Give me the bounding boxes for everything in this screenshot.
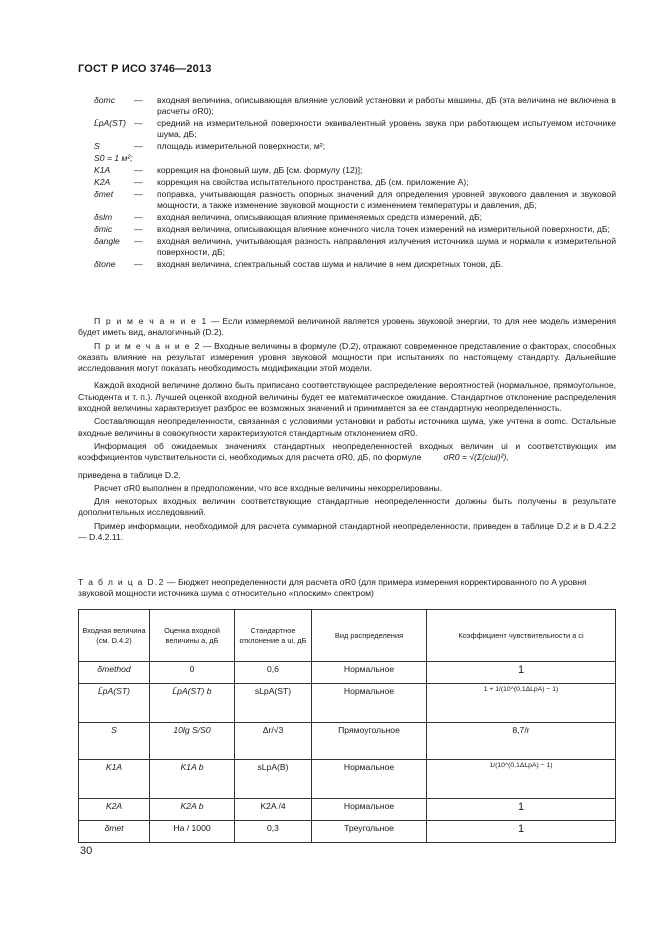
definition-dash: — — [134, 236, 143, 246]
table-cell: δmethod — [79, 662, 150, 684]
table-row — [79, 662, 616, 684]
table-cell: 0 — [150, 662, 235, 684]
table-cell: K2A — [79, 799, 150, 821]
table-cell: sLpA(B) — [235, 760, 312, 799]
definition-dash: — — [134, 141, 143, 151]
table-cell: Нормальное — [312, 684, 427, 723]
table-cell: Δr/√3 — [235, 723, 312, 760]
definition-dash: — — [134, 224, 143, 234]
definition-item — [94, 189, 616, 211]
definition-dash: — — [134, 259, 143, 269]
page-number: 30 — [80, 845, 93, 857]
table-cell: K2A /4 — [235, 799, 312, 821]
table-caption: Т а б л и ц а D.2 — Бюджет неопределенности для расчета σR0 (для примера измерения корректированного по A уровня звуковой мощности источника шума с относительно «плоским» спектром) — [78, 577, 587, 599]
definitions-list — [94, 95, 616, 271]
definition-symbol: K2A — [94, 177, 111, 187]
paragraph: Каждой входной величине должно быть приписано соответствующее распределение вероятностей (нормальное, прямоугольное, Стьюдента и т. п.). Лучшей оценкой входной величины будет ее математическое ожидание. Стандартное отклонение распределения входной величины характеризует разброс ее возможных значений и принимается за ее стандартную неопределенность. — [78, 380, 616, 414]
table-cell: K1A — [79, 760, 150, 799]
definition-text: коррекция на фоновый шум, дБ [см. формулу (12)]; — [157, 165, 363, 175]
definition-text: средний на измерительной поверхности эквивалентный уровень звука при работающем испытуемом источнике шума, дБ; — [157, 118, 616, 139]
paragraph: Расчет σR0 выполнен в предположении, что все входные величины некоррелированы. — [94, 482, 443, 493]
definition-item — [94, 212, 616, 223]
table-row — [79, 684, 616, 723]
paragraph: приведена в таблице D.2. — [78, 469, 181, 480]
definition-symbol: δmic — [94, 224, 113, 234]
definition-item — [94, 95, 616, 117]
definition-dash: — — [134, 212, 143, 222]
definition-dash: — — [134, 165, 143, 175]
definition-item — [94, 153, 616, 164]
note-2: П р и м е ч а н и е 2 — Входные величины в формуле (D.2), отражают современное представление о факторах, способных оказать влияние на результат измерения уровня звуковой мощности при испытаниях по настоящему стандарту. Дальнейшие исследования могут показать необходимость модификации этой модели. — [78, 340, 616, 374]
table-cell: 1 — [427, 821, 616, 843]
column-header: Стандартное отклонение a ui, дБ — [235, 610, 312, 662]
table-body — [79, 662, 616, 843]
table-cell: 10lg S/S0 — [150, 723, 235, 760]
definition-dash: — — [134, 95, 143, 105]
paragraph: Для некоторых входных величин соответствующие стандартные неопределенности должны быть получены в результате дополнительных исследований. — [78, 496, 616, 518]
table-cell: sLpA(ST) — [235, 684, 312, 723]
definition-text: входная величина, учитывающая разность направления излучения источника шума и нормали к измерительной поверхности, дБ; — [157, 236, 616, 257]
definition-text: коррекция на свойства испытательного пространства, дБ (см. приложение А); — [157, 177, 469, 187]
definition-text: входная величина, описывающая влияние условий установки и работы машины, дБ (эта величина не включена в расчеты σR0); — [157, 95, 616, 116]
column-header: Коэффициент чувствительности a ci — [427, 610, 616, 662]
sigma-formula: σR0 = √(Σ(ciui)²), — [443, 452, 509, 463]
definition-item — [94, 165, 616, 176]
column-header: Вид распределения — [312, 610, 427, 662]
table-cell: Нормальное — [312, 760, 427, 799]
definition-symbol: K1A — [94, 165, 111, 175]
definition-item — [94, 141, 616, 152]
definition-symbol: δangle — [94, 236, 120, 246]
table-cell: 1 + 1/(10^(0,1ΔLpA) − 1) — [427, 684, 616, 723]
definition-symbol: δslm — [94, 212, 113, 222]
definition-dash: — — [134, 118, 143, 128]
table-cell: 1/(10^(0,1ΔLpA) − 1) — [427, 760, 616, 799]
table-cell: δmet — [79, 821, 150, 843]
table-cell: Нормальное — [312, 799, 427, 821]
uncertainty-table — [78, 609, 616, 843]
column-header: Входная величина (см. D.4.2) — [79, 610, 150, 662]
definition-item — [94, 118, 616, 140]
body-text — [78, 310, 616, 545]
definition-text: входная величина, описывающая влияние применяемых средств измерений, дБ; — [157, 212, 483, 222]
table-cell: 8,7/r — [427, 723, 616, 760]
table-cell: 1 — [427, 799, 616, 821]
paragraph: Пример информации, необходимой для расчета суммарной стандартной неопределенности, приведен в таблице D.2 и в D.4.2.2 — D.4.2.11. — [78, 520, 616, 543]
table-cell: 0,6 — [235, 662, 312, 684]
table-cell: 0,3 — [235, 821, 312, 843]
table-cell: K2A b — [150, 799, 235, 821]
definition-symbol: δtone — [94, 259, 116, 269]
table-row — [79, 723, 616, 760]
paragraph: Информация об ожидаемых значениях стандартных неопределенностей входных величин ui и соответствующих им коэффициентов чувствительности ci, необходимых для расчета σR0, дБ, по формуле σR0 = √(Σ(ciui)²), — [78, 440, 616, 463]
definition-item — [94, 259, 616, 270]
table-header-row — [79, 610, 616, 662]
table-cell: Нормальное — [312, 662, 427, 684]
definition-text: площадь измерительной поверхности, м²; — [157, 141, 325, 151]
definition-symbol: δomc — [94, 95, 116, 105]
table-cell: Ha / 1000 — [150, 821, 235, 843]
definition-symbol: δmet — [94, 189, 114, 199]
definition-dash: — — [134, 189, 143, 199]
note-1: П р и м е ч а н и е 1 — Если измеряемой величиной является уровень звуковой энергии, то для нее модель измерения будет иметь вид, аналогичный (D.2). — [78, 316, 616, 338]
definition-symbol: S — [94, 141, 100, 151]
definition-text: входная величина, описывающая влияние конечного числа точек измерений на измерительной поверхности, дБ; — [157, 224, 610, 234]
definition-symbol: L̄pA(ST) — [94, 118, 126, 128]
table-row — [79, 821, 616, 843]
table-cell: L̄pA(ST) b — [150, 684, 235, 723]
document-header: ГОСТ Р ИСО 3746—2013 — [78, 63, 212, 75]
definition-item — [94, 224, 616, 235]
definition-symbol: S0 = 1 м²; — [94, 153, 133, 163]
definition-text: поправка, учитывающая разность опорных значений для определения уровней звукового давления и звуковой мощности, а также изменение звуковой мощности с изменением температуры и давления, дБ; — [157, 189, 616, 210]
table-row — [79, 760, 616, 799]
paragraph: Составляющая неопределенности, связанная с условиями установки и работы источника шума, уже учтена в σomc. Остальные входные величины в совокупности характеризуются стандартным отклонением σR0. — [78, 416, 616, 438]
table-cell: 1 — [427, 662, 616, 684]
definition-text: входная величина, спектральный состав шума и наличие в нем дискретных тонов, дБ. — [157, 259, 504, 269]
definition-dash: — — [134, 177, 143, 187]
definition-item — [94, 177, 616, 188]
table-cell: S — [79, 723, 150, 760]
table-cell: L̄pA(ST) — [79, 684, 150, 723]
table-row — [79, 799, 616, 821]
table-cell: K1A b — [150, 760, 235, 799]
table-cell: Треугольное — [312, 821, 427, 843]
definition-item — [94, 236, 616, 258]
column-header: Оценка входной величины a, дБ — [150, 610, 235, 662]
table-cell: Прямоугольное — [312, 723, 427, 760]
